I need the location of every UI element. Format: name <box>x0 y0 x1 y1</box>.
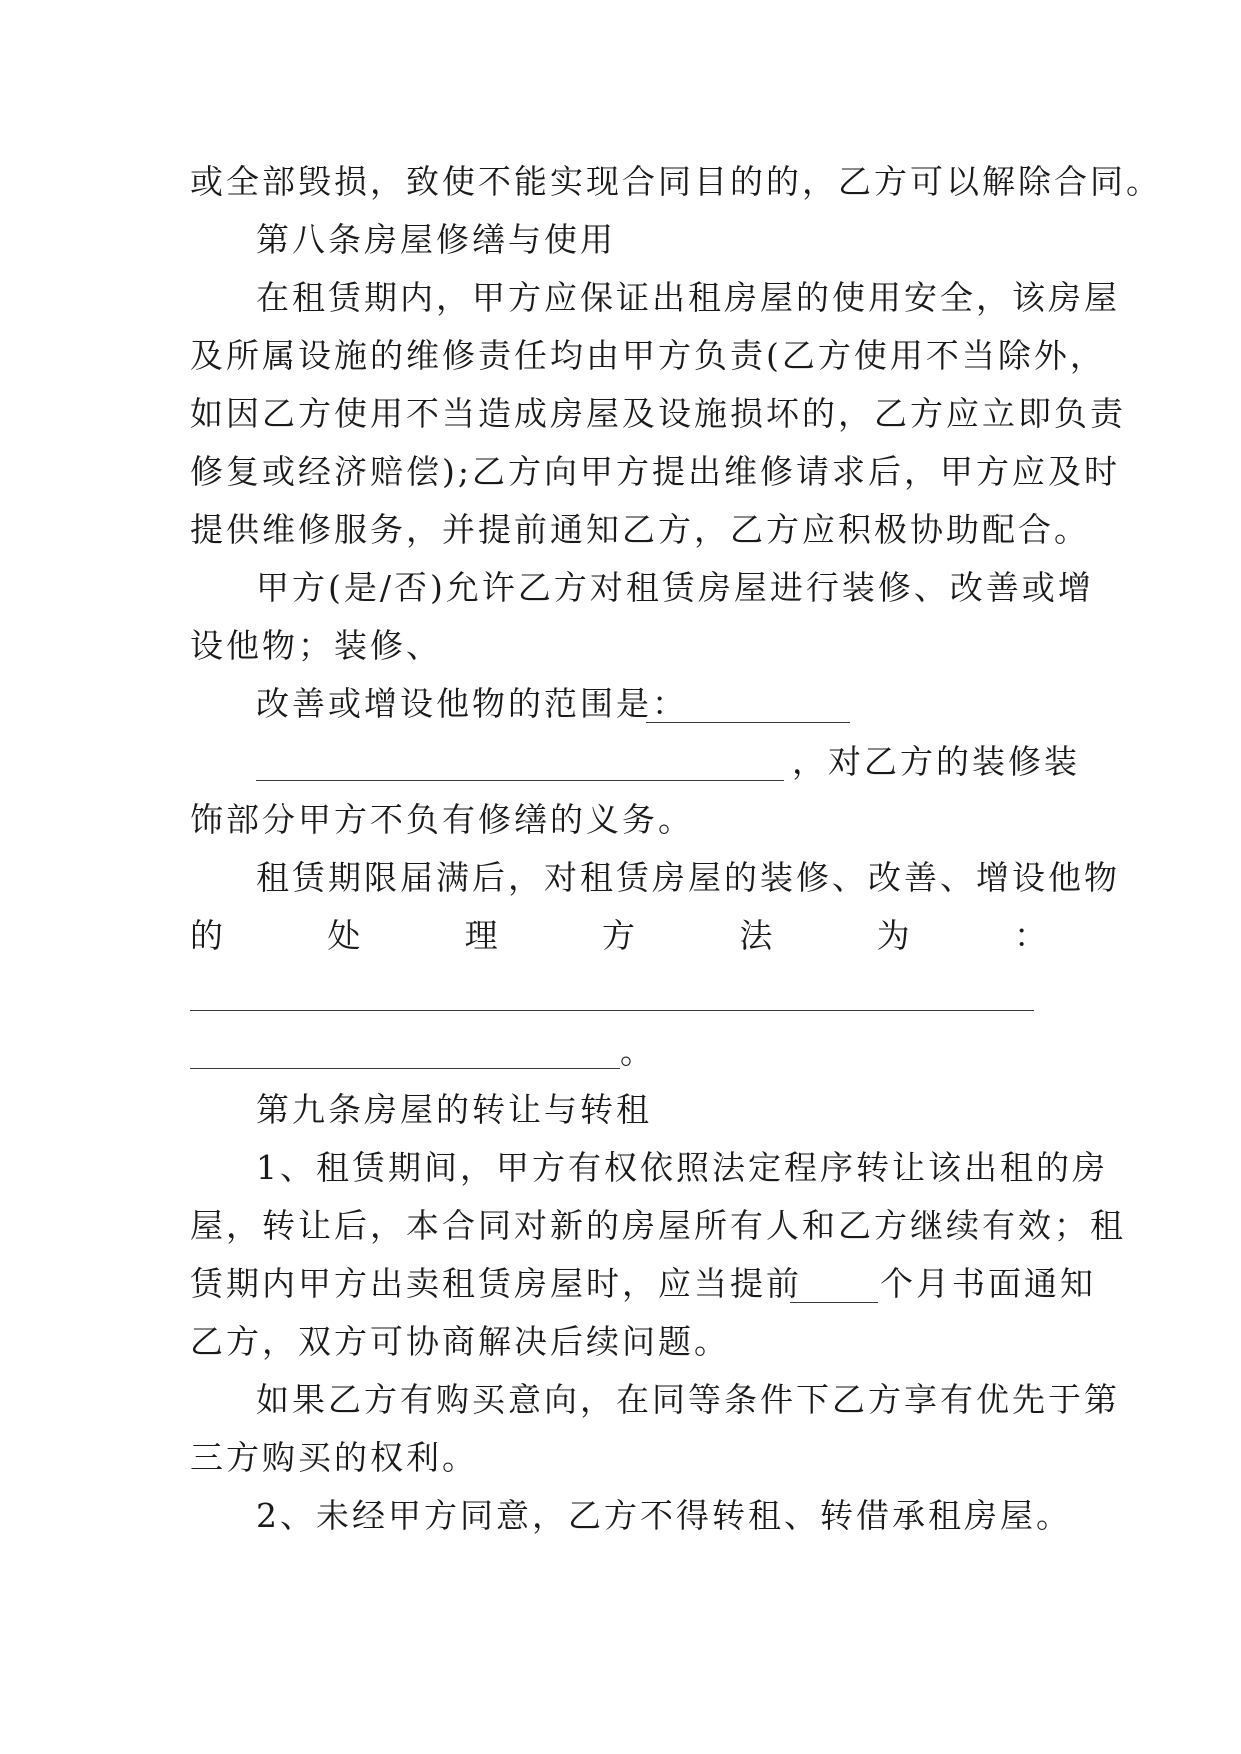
paragraph-line: 赁期内甲方出卖租赁房屋时，应当提前 <box>190 1264 802 1303</box>
paragraph-line: 租赁期限届满后，对租赁房屋的装修、改善、增设他物 <box>256 858 1120 897</box>
paragraph-line: 修复或经济赔偿);乙方向甲方提出维修请求后，甲方应及时 <box>190 452 1120 491</box>
justified-char: 方 <box>601 916 638 955</box>
justified-line <box>190 916 1050 956</box>
blank-line <box>646 722 850 723</box>
paragraph-line: 2、未经甲方同意，乙方不得转租、转借承租房屋。 <box>256 1496 1072 1535</box>
paragraph-line: 提供维修服务，并提前通知乙方，乙方应积极协助配合。 <box>190 510 1090 549</box>
paragraph-line: 或全部毁损，致使不能实现合同目的的，乙方可以解除合同。 <box>190 162 1162 201</box>
paragraph-line: 屋，转让后，本合同对新的房屋所有人和乙方继续有效；租 <box>190 1206 1126 1245</box>
paragraph-line: 饰部分甲方不负有修缮的义务。 <box>190 800 694 839</box>
paragraph-line: 甲方(是/否)允许乙方对租赁房屋进行装修、改善或增 <box>256 568 1094 607</box>
blank-line <box>790 1302 878 1303</box>
paragraph-line: 在租赁期内，甲方应保证出租房屋的使用安全，该房屋 <box>256 278 1120 317</box>
paragraph-line: 个月书面通知 <box>880 1264 1096 1303</box>
justified-char: 理 <box>464 916 501 955</box>
paragraph-line: 乙方，双方可协商解决后续问题。 <box>190 1322 730 1361</box>
justified-char: 处 <box>327 916 364 955</box>
blank-line <box>190 1068 620 1069</box>
justified-char: 的 <box>190 916 226 955</box>
article-9-heading: 第九条房屋的转让与转租 <box>256 1090 652 1129</box>
paragraph-line: 如因乙方使用不当造成房屋及设施损坏的，乙方应立即负责 <box>190 394 1126 433</box>
blank-line <box>190 1010 1034 1011</box>
paragraph-line: 设他物；装修、 <box>190 626 442 665</box>
paragraph-line: ，对乙方的装修装 <box>792 742 1080 781</box>
paragraph-line: 及所属设施的维修责任均由甲方负责(乙方使用不当除外， <box>190 336 1106 375</box>
blank-line <box>256 780 784 781</box>
justified-char: 法 <box>739 916 776 955</box>
justified-char: 为 <box>876 916 913 955</box>
justified-char: ： <box>1013 916 1050 955</box>
period-mark: 。 <box>620 1032 656 1071</box>
paragraph-line: 三方购买的权利。 <box>190 1438 478 1477</box>
article-8-heading: 第八条房屋修缮与使用 <box>256 220 616 259</box>
paragraph-line: 1、租赁期间，甲方有权依照法定程序转让该出租的房 <box>256 1148 1108 1187</box>
paragraph-line: 如果乙方有购买意向，在同等条件下乙方享有优先于第 <box>256 1380 1120 1419</box>
paragraph-line: 改善或增设他物的范围是： <box>256 684 688 723</box>
